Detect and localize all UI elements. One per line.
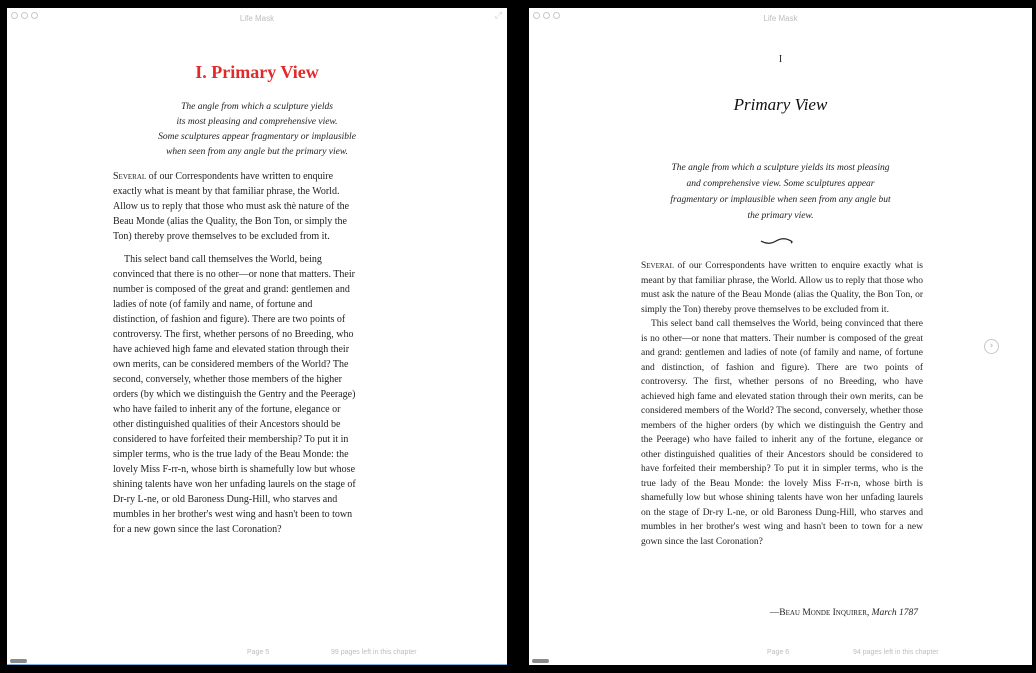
chapter-number: I [778,54,783,65]
window-title: Life Mask [763,14,798,23]
lead-in-small-caps: Several [113,171,147,182]
epigraph-line: its most pleasing and comprehensive view. [176,117,338,127]
epigraph [7,100,507,160]
page-number: Page 6 [767,649,790,656]
body-text [113,169,357,537]
scrollbar-thumb[interactable] [532,659,549,663]
paragraph: Several of our Correspondents have written to enquire exactly what is meant by that familiar phrase, the World. Allow us to reply that those who must ask thè nature of the Beau Monde (alias the Quality, the Bon Ton, or simply the Ton) thereby prove themselves to be excluded from it. [113,171,350,242]
epigraph-line: Some sculptures appear fragmentary or implausible [158,132,356,142]
chapter-title: I. Primary View [195,62,319,82]
epigraph-line: when seen from any angle but the primary view. [166,147,348,157]
epigraph-line: The angle from which a sculpture yields [181,102,333,112]
chevron-right-icon: › [989,341,994,351]
reader-window-left [6,7,508,666]
epigraph-line: the primary view. [747,211,814,221]
reader-window-right [528,7,1033,666]
paragraph: Several of our Correspondents have written to enquire exactly what is meant by that familiar phrase, the World. Allow us to reply that those who must ask the nature of the Beau Monde (alias the Quality, the Bon Ton, or simply the Ton) thereby prove themselves to be excluded from it. [641,261,923,315]
chapter-title: Primary View [733,95,828,114]
attribution: —Beau Monde Inquirer, March 1787 [769,608,918,618]
paragraph: This select band call themselves the World, being convinced that there is no other—or none that matters. Their number is composed of the great and grand: gentlemen and ladies of note (of family and name, of fortune and distinction, of fashion and figure). There are two points of controversy. The first, whether persons of no Breeding, who have achieved high fame and elevated station through their own merits, can be considered members of the World? The second, conversely, whether those members of the higher orders (by which we distinguish the Gentry and the Peerage) who have failed to inherit any of the fortune, elegance or other distinguished qualities of their Ancestors should be considered to have forfeited their membership? To put it in simpler terms, who is the true lady of the Beau Monde: the lovely Miss F-rr-n, whose birth is shamefully low but whose shining talents have won her unfading laurels on the stage of Dr-ry L-ne, or old Baroness Dung-Hill, who starves and mumbles in her brother's west wing and hasn't been to town for a new gown since the last Coronation? [641,319,923,547]
window-title: Life Mask [239,14,275,23]
pages-left-in-chapter: 99 pages left in this chapter [331,649,417,656]
pages-left-in-chapter: 94 pages left in this chapter [853,649,939,656]
epigraph-line: and comprehensive view. Some sculptures appear [686,179,875,189]
epigraph-line: The angle from which a sculpture yields its most pleasing [671,163,890,173]
page-number: Page 5 [247,649,270,656]
body-text [641,259,923,549]
fullscreen-icon[interactable]: ⤢ [494,11,502,21]
lead-in-small-caps: Several [641,261,674,271]
flourish-ornament-icon [760,237,794,245]
epigraph-line: fragmentary or implausible when seen from any angle but [670,195,891,205]
next-page-button[interactable] [984,339,999,354]
window-bottom-rule [7,664,507,665]
scrollbar-thumb[interactable] [10,659,27,663]
epigraph [529,160,1032,224]
paragraph: This select band call themselves the World, being convinced that there is no other—or none that matters. Their number is composed of the great and grand: gentlemen and ladies of note (of family and name, of fortune and distinction, of fashion and figure). There are two points of controversy. The first, whether persons of no Breeding, who have achieved high fame and elevated station through their own merits, can be considered members of the World? The second, conversely, whether those members of the higher orders (by which we distinguish the Gentry and the Peerage) who have failed to inherit any of the fortune, elegance or other distinguished qualities of their Ancestors should be considered to have forfeited their membership? To put it in simpler terms, who is the true lady of the Beau Monde: the lovely Miss F-rr-n, whose birth is shamefully low but whose shining talents have won her unfading laurels on the stage of Dr-ry L-ne, or old Baroness Dung-Hill, who starves and mumbles in her brother's west wing and hasn't been to town for a new gown since the last Coronation? [113,254,356,535]
